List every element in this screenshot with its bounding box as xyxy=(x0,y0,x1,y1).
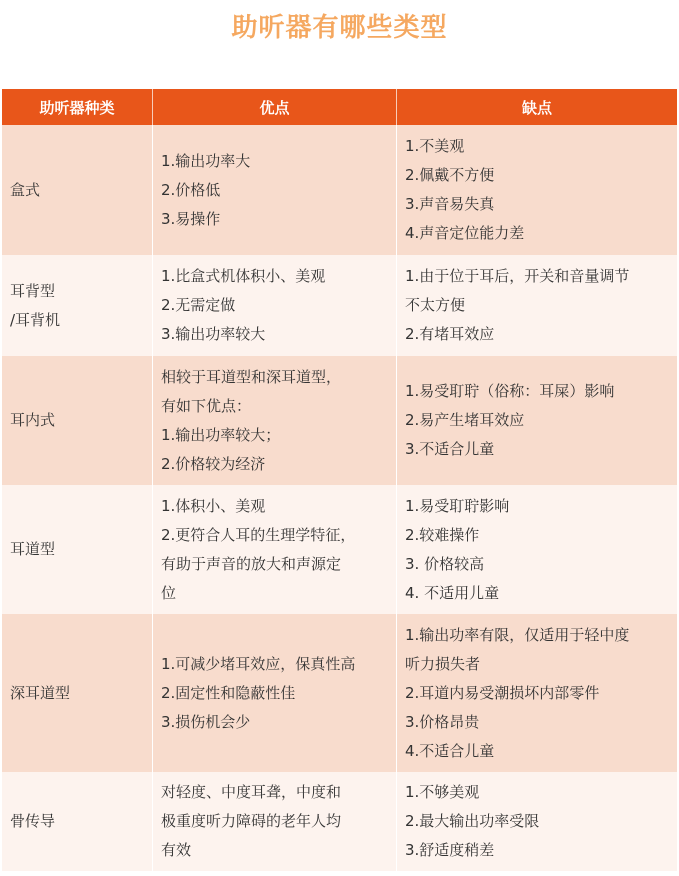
header-type: 助听器种类 xyxy=(2,89,153,125)
table-header-row xyxy=(2,89,677,125)
table-body xyxy=(2,125,677,871)
pros-cell xyxy=(153,614,397,772)
type-cell xyxy=(2,485,153,614)
pros-cell-line: 2.价格较为经济 xyxy=(161,454,266,473)
pros-cell xyxy=(153,255,397,356)
pros-cell-line: 有效 xyxy=(161,841,192,859)
cons-cell xyxy=(397,125,677,255)
type-cell-line: /耳背机 xyxy=(10,310,61,329)
cons-cell-line: 4. 不适用儿童 xyxy=(405,583,500,602)
type-cell-line: 耳内式 xyxy=(10,411,56,429)
cons-cell xyxy=(397,356,677,485)
pros-cell-line: 3.易操作 xyxy=(161,209,221,228)
cons-cell xyxy=(397,255,677,356)
pros-cell-line: 3.输出功率较大 xyxy=(161,325,266,343)
pros-cell-line: 有如下优点： xyxy=(161,396,252,415)
pros-cell-line: 位 xyxy=(161,583,177,602)
table-row xyxy=(2,255,677,356)
pros-cell-line: 对轻度、中度耳聋，中度和 xyxy=(161,783,342,801)
type-cell-line: 骨传导 xyxy=(10,812,56,830)
cons-cell-line: 3.舒适度稍差 xyxy=(405,841,495,859)
cons-cell-line: 2.最大输出功率受限 xyxy=(405,812,540,830)
pros-cell-line: 2.无需定做 xyxy=(161,296,236,314)
pros-cell xyxy=(153,485,397,614)
pros-cell-line: 有助于声音的放大和声源定 xyxy=(161,554,342,573)
type-cell xyxy=(2,772,153,871)
cons-cell-line: 1.易受耵聍影响 xyxy=(405,496,510,515)
page-title: 助听器有哪些类型 xyxy=(231,13,448,43)
pros-cell-line: 极重度听力障碍的老年人均 xyxy=(161,812,342,830)
pros-cell-line: 1.比盒式机体积小、美观 xyxy=(161,267,326,285)
cons-cell-line: 3.声音易失真 xyxy=(405,195,495,213)
cons-cell-line: 2.易产生堵耳效应 xyxy=(405,411,525,429)
cons-cell-line: 4.不适合儿童 xyxy=(405,741,495,760)
table-row xyxy=(2,614,677,772)
type-cell xyxy=(2,125,153,255)
type-cell-line: 耳背型 xyxy=(10,281,56,300)
cons-cell-line: 4.声音定位能力差 xyxy=(405,224,525,242)
pros-cell xyxy=(153,125,397,255)
pros-cell xyxy=(153,772,397,871)
pros-cell xyxy=(153,356,397,485)
cons-cell-line: 3.价格昂贵 xyxy=(405,712,480,731)
cons-cell-line: 1.不够美观 xyxy=(405,783,480,801)
cons-cell-line: 3.不适合儿童 xyxy=(405,440,495,458)
cons-cell-line: 1.易受耵聍（俗称：耳屎）影响 xyxy=(405,382,615,400)
cons-cell xyxy=(397,614,677,772)
pros-cell-line: 2.固定性和隐蔽性佳 xyxy=(161,683,296,702)
cons-cell xyxy=(397,485,677,614)
type-cell-line: 盒式 xyxy=(10,180,41,199)
cons-cell-line: 3. 价格较高 xyxy=(405,554,485,573)
type-cell xyxy=(2,614,153,772)
table-row xyxy=(2,485,677,614)
pros-cell-line: 2.价格低 xyxy=(161,180,221,199)
pros-cell-line: 1.输出功率大 xyxy=(161,151,251,170)
cons-cell-line: 听力损失者 xyxy=(405,654,481,673)
type-cell xyxy=(2,255,153,356)
header-cons: 缺点 xyxy=(521,98,552,117)
pros-cell-line: 相较于耳道型和深耳道型， xyxy=(161,367,342,386)
cons-cell-line: 2.佩戴不方便 xyxy=(405,166,495,184)
cons-cell-line: 1.由于位于耳后，开关和音量调节 xyxy=(405,267,630,285)
pros-cell-line: 1.体积小、美观 xyxy=(161,496,266,515)
type-cell-line: 耳道型 xyxy=(10,540,56,558)
pros-cell-line: 1.可减少堵耳效应，保真性高 xyxy=(161,654,356,673)
cons-cell-line: 不太方便 xyxy=(405,296,466,314)
cons-cell-line: 2.耳道内易受潮损坏内部零件 xyxy=(405,683,600,702)
pros-cell-line: 1.输出功率较大； xyxy=(161,425,281,444)
table-row xyxy=(2,356,677,485)
pros-cell-line: 2.更符合人耳的生理学特征， xyxy=(161,525,356,544)
cons-cell-line: 1.输出功率有限，仅适用于轻中度 xyxy=(405,625,630,644)
cons-cell-line: 2.有堵耳效应 xyxy=(405,325,495,343)
type-cell-line: 深耳道型 xyxy=(10,683,71,702)
header-pros: 优点 xyxy=(153,89,397,125)
cons-cell-line: 2.较难操作 xyxy=(405,525,480,544)
hearing-aid-types-table xyxy=(2,89,677,871)
pros-cell-line: 3.损伤机会少 xyxy=(161,712,251,731)
cons-cell-line: 1.不美观 xyxy=(405,137,465,155)
cons-cell xyxy=(397,772,677,871)
table-row xyxy=(2,125,677,255)
table-row xyxy=(2,772,677,871)
type-cell xyxy=(2,356,153,485)
